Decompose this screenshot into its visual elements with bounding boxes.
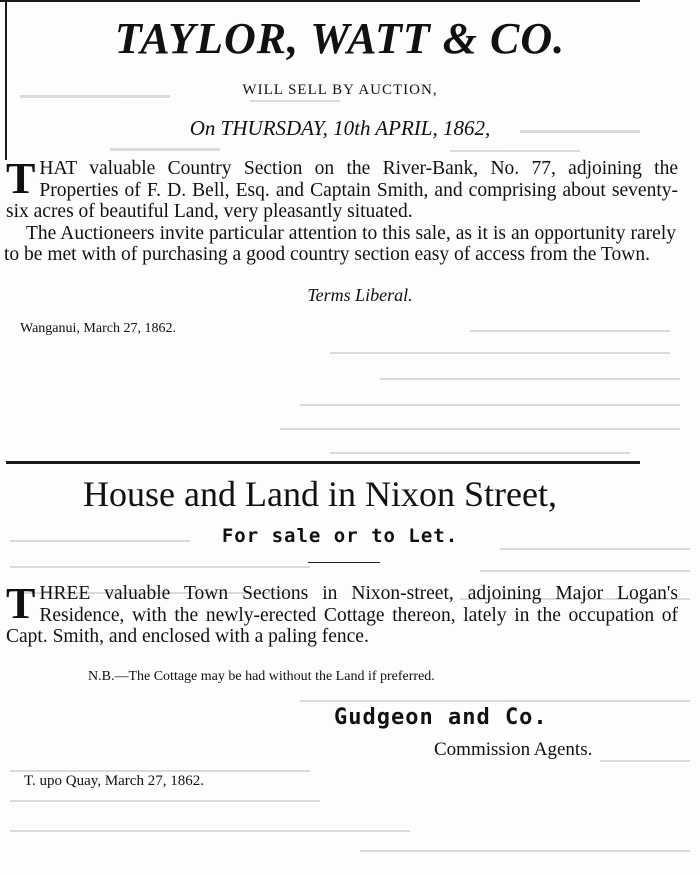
town-sections-text: HREE valuable Town Sections in Nixon-street, adjoining Major Logan's Residence, with the newly-erected Cottage thereon, lately in the occupation of Capt. Smith, and enclosed with a paling fence.: [6, 583, 678, 647]
place-date-line: T. upo Quay, March 27, 1862.: [24, 772, 204, 789]
section-description-text: HAT valuable Country Section on the River-Bank, No. 77, adjoining the Properties of F. D. Bell, Esq. and Captain Smith, and comprising about seventy-six acres of beautiful Land, very pleasantly situated.: [6, 158, 678, 222]
sale-date: On THURSDAY, 10th APRIL, 1862,: [189, 116, 491, 140]
drop-cap-letter: T: [6, 579, 36, 628]
town-sections-paragraph: [6, 579, 678, 648]
section-description-paragraph: [6, 154, 678, 223]
sale-or-let-subtitle: For sale or to Let.: [221, 525, 459, 547]
auctioneer-firm-title: TAYLOR, WATT & CO.: [114, 14, 566, 63]
auctioneer-note-paragraph: The Auctioneers invite particular attention to this sale, as it is an opportunity rarely to be met with of purchasing a good country section easy of access from the Town.: [4, 222, 676, 265]
auction-subheading: WILL SELL BY AUCTION,: [242, 82, 438, 98]
house-and-land-advertisement: [0, 472, 700, 790]
terms-line: Terms Liberal.: [307, 284, 413, 305]
top-border-rule: [0, 0, 640, 2]
advertisement-divider-rule: [6, 461, 640, 464]
nota-bene-note: N.B.—The Cottage may be had without the Land if preferred.: [88, 668, 435, 684]
auction-advertisement: [0, 6, 700, 338]
agent-name: Gudgeon and Co.: [334, 704, 548, 730]
place-date-line: Wanganui, March 27, 1862.: [20, 320, 176, 336]
agent-role: Commission Agents.: [434, 738, 593, 760]
drop-cap-letter: T: [6, 154, 36, 203]
house-land-title: House and Land in Nixon Street,: [83, 474, 557, 514]
short-separator-rule: [308, 562, 380, 563]
